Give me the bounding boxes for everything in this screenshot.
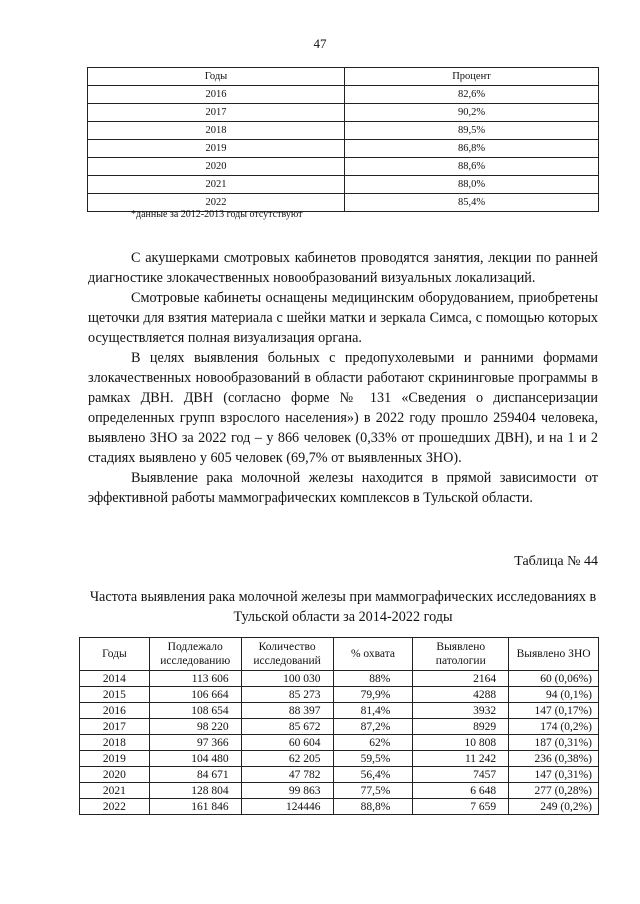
- table-row: [88, 104, 599, 122]
- paragraph: С акушерками смотровых кабинетов проводятся занятия, лекции по ранней диагностике злокачественных новообразований визуальных локализаций.: [88, 250, 598, 286]
- column-header-examinations: Количество исследований: [241, 638, 333, 671]
- table-cell: 124446: [241, 799, 333, 815]
- table-cell: 147 (0,31%): [509, 767, 599, 783]
- table-row: [80, 751, 599, 767]
- table-cell: 100 030: [241, 671, 333, 687]
- table-cell: 2017: [88, 104, 345, 122]
- table-body: [88, 86, 599, 212]
- table-cell: 106 664: [149, 687, 241, 703]
- table-row: [80, 783, 599, 799]
- table-cell: 85,4%: [345, 194, 599, 212]
- table-cell: 277 (0,28%): [509, 783, 599, 799]
- table-cell: 104 480: [149, 751, 241, 767]
- table-cell: 2018: [88, 122, 345, 140]
- table-cell: 77,5%: [333, 783, 413, 799]
- table-row: [80, 671, 599, 687]
- table-row: [80, 799, 599, 815]
- table-cell: 113 606: [149, 671, 241, 687]
- paragraph: Смотровые кабинеты оснащены медицинским оборудованием, приобретены щеточки для взятия материала с шейки матки и зеркала Симса, с помощью которых осуществляется полная визуализация органа.: [88, 290, 598, 346]
- table-cell: 85 273: [241, 687, 333, 703]
- table-caption: Частота выявления рака молочной железы при маммографических исследованиях в Тульской области за 2014-2022 годы: [89, 589, 597, 625]
- page-number: 47: [313, 36, 327, 51]
- table-cell: 2016: [88, 86, 345, 104]
- table-cell: 2016: [80, 703, 150, 719]
- table-row: [80, 687, 599, 703]
- table-cell: 236 (0,38%): [509, 751, 599, 767]
- table-cell: 79,9%: [333, 687, 413, 703]
- table-cell: 86,8%: [345, 140, 599, 158]
- table-cell: 174 (0,2%): [509, 719, 599, 735]
- table-cell: 2018: [80, 735, 150, 751]
- table-cell: 249 (0,2%): [509, 799, 599, 815]
- table-cell: 7 659: [413, 799, 509, 815]
- column-header-years: Годы: [80, 638, 150, 671]
- table-body: [80, 671, 599, 815]
- table-row: [88, 158, 599, 176]
- table-cell: 3932: [413, 703, 509, 719]
- percent-by-year-table: [87, 67, 599, 212]
- paragraph: В целях выявления больных с предопухолевыми и ранними формами злокачественных новообразований в области работают скрининговые программы в рамках ДВН. ДВН (согласно форме № 131 «Сведения о диспансеризации определенных групп взрослого населения») в 2022 году прошло 259404 человека, выявлено ЗНО за 2022 год – у 866 человек (0,33% от прошедших ДВН), и на 1 и 2 стадиях выявлено у 605 человек (69,7% от выявленных ЗНО).: [88, 350, 598, 466]
- table-cell: 2164: [413, 671, 509, 687]
- column-header-planned: Подлежало исследованию: [149, 638, 241, 671]
- column-header-pathology: Выявлено патологии: [413, 638, 509, 671]
- table-cell: 10 808: [413, 735, 509, 751]
- table-row: [88, 140, 599, 158]
- table-cell: 81,4%: [333, 703, 413, 719]
- table-label: Таблица № 44: [514, 554, 598, 569]
- table-cell: 59,5%: [333, 751, 413, 767]
- table-cell: 97 366: [149, 735, 241, 751]
- paragraph: Выявление рака молочной железы находится в прямой зависимости от эффективной работы маммографических комплексов в Тульской области.: [88, 470, 598, 506]
- table-cell: 147 (0,17%): [509, 703, 599, 719]
- table-row: [80, 767, 599, 783]
- table-cell: 8929: [413, 719, 509, 735]
- table-cell: 88,0%: [345, 176, 599, 194]
- table-cell: 2022: [80, 799, 150, 815]
- table-cell: 88,8%: [333, 799, 413, 815]
- table-cell: 84 671: [149, 767, 241, 783]
- table-header-row: [88, 68, 599, 86]
- table-cell: 56,4%: [333, 767, 413, 783]
- table-cell: 6 648: [413, 783, 509, 799]
- table-footnote: *данные за 2012-2013 годы отсутствуют: [131, 209, 303, 220]
- table-cell: 88,6%: [345, 158, 599, 176]
- table-cell: 108 654: [149, 703, 241, 719]
- table-cell: 2017: [80, 719, 150, 735]
- table-cell: 2020: [80, 767, 150, 783]
- table-cell: 4288: [413, 687, 509, 703]
- table-header-row: [80, 638, 599, 671]
- table-cell: 60 604: [241, 735, 333, 751]
- table-row: [80, 703, 599, 719]
- body-text: [88, 248, 598, 508]
- table-row: [88, 176, 599, 194]
- table-cell: 2019: [88, 140, 345, 158]
- table-cell: 2014: [80, 671, 150, 687]
- table-cell: 89,5%: [345, 122, 599, 140]
- column-header-cancer: Выявлено ЗНО: [509, 638, 599, 671]
- table-cell: 2021: [88, 176, 345, 194]
- table-cell: 7457: [413, 767, 509, 783]
- table-row: [80, 719, 599, 735]
- table-cell: 82,6%: [345, 86, 599, 104]
- table-cell: 2021: [80, 783, 150, 799]
- table-cell: 94 (0,1%): [509, 687, 599, 703]
- table-cell: 2022: [88, 194, 345, 212]
- table-cell: 87,2%: [333, 719, 413, 735]
- column-header-coverage: % охвата: [333, 638, 413, 671]
- mammography-table: [79, 637, 599, 815]
- table-cell: 90,2%: [345, 104, 599, 122]
- table-cell: 88 397: [241, 703, 333, 719]
- table-cell: 47 782: [241, 767, 333, 783]
- table-cell: 85 672: [241, 719, 333, 735]
- table-cell: 60 (0,06%): [509, 671, 599, 687]
- column-header-percent: Процент: [345, 68, 599, 86]
- table-cell: 2020: [88, 158, 345, 176]
- table-cell: 62%: [333, 735, 413, 751]
- table-row: [88, 122, 599, 140]
- table-cell: 62 205: [241, 751, 333, 767]
- table-cell: 187 (0,31%): [509, 735, 599, 751]
- table-cell: 88%: [333, 671, 413, 687]
- table-row: [80, 735, 599, 751]
- table-cell: 98 220: [149, 719, 241, 735]
- table-cell: 99 863: [241, 783, 333, 799]
- table-cell: 128 804: [149, 783, 241, 799]
- table-cell: 11 242: [413, 751, 509, 767]
- table-cell: 2019: [80, 751, 150, 767]
- table-cell: 2015: [80, 687, 150, 703]
- table-cell: 161 846: [149, 799, 241, 815]
- table-row: [88, 86, 599, 104]
- column-header-years: Годы: [88, 68, 345, 86]
